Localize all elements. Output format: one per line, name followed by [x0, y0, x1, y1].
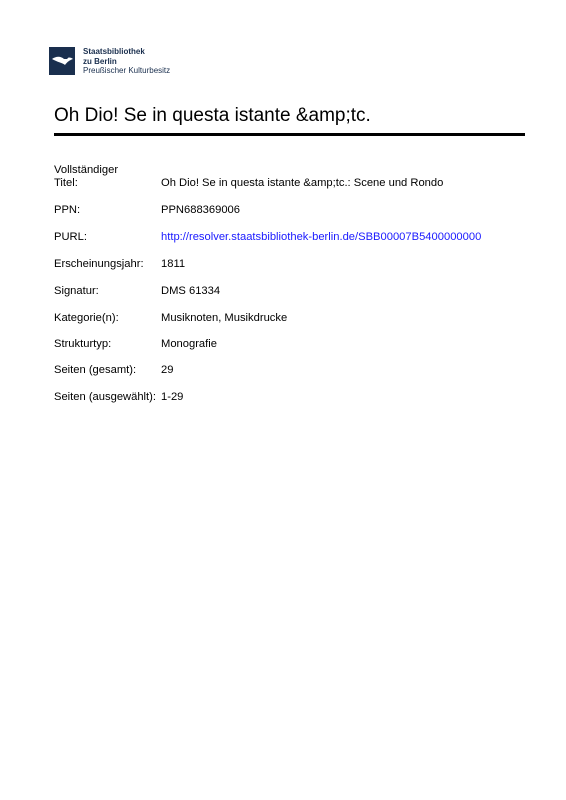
category-label: Kategorie(n): [54, 312, 119, 324]
year-value: 1811 [161, 258, 186, 270]
eagle-logo-icon [49, 47, 75, 75]
logo-line-1: Staatsbibliothek [83, 47, 145, 56]
full-title-label-line-1: Vollständiger [54, 164, 119, 176]
category-value: Musiknoten, Musikdrucke [161, 312, 288, 324]
full-title-label-line-2: Titel: [54, 177, 78, 189]
library-logo [49, 47, 170, 76]
signature-label: Signatur: [54, 285, 99, 297]
title-divider [54, 133, 525, 136]
logo-line-2: zu Berlin [83, 56, 117, 66]
signature-value: DMS 61334 [161, 285, 221, 297]
pages-total-value: 29 [161, 364, 174, 376]
full-title-value: Oh Dio! Se in questa istante &amp;tc.: Scene und Rondo [161, 177, 444, 189]
ppn-value: PPN688369006 [161, 204, 241, 216]
logo-line-3: Preußischer Kulturbesitz [83, 66, 171, 75]
purl-label: PURL: [54, 231, 87, 243]
year-label: Erscheinungsjahr: [54, 258, 144, 270]
pages-selected-value: 1-29 [161, 391, 184, 403]
structure-value: Monografie [161, 338, 217, 350]
full-title-label [54, 164, 164, 190]
ppn-label: PPN: [54, 204, 81, 216]
logo-text [83, 47, 170, 76]
structure-label: Strukturtyp: [54, 338, 112, 350]
document-title: Oh Dio! Se in questa istante &amp;tc. [54, 105, 371, 126]
pages-total-label: Seiten (gesamt): [54, 364, 137, 376]
purl-link[interactable]: http://resolver.staatsbibliothek-berlin.de/SBB00007B5400000000 [161, 231, 482, 243]
pages-selected-label: Seiten (ausgewählt): [54, 391, 156, 403]
